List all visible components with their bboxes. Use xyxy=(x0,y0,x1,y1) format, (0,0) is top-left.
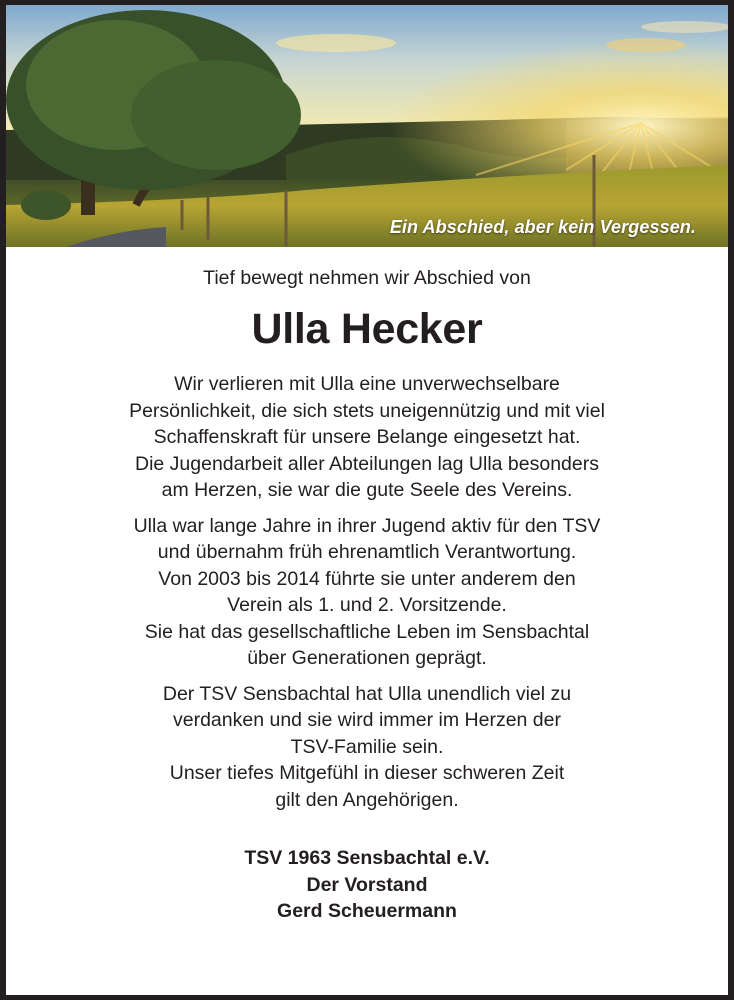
landscape-illustration xyxy=(6,5,728,247)
board-label: Der Vorstand xyxy=(306,873,428,896)
text-line: Der TSV Sensbachtal hat Ulla unendlich viel zu xyxy=(162,682,572,705)
text-line: Wir verlieren mit Ulla eine unverwechselbare xyxy=(174,373,560,395)
text-line: Sie hat das gesellschaftliche Leben im Sensbachtal xyxy=(144,620,590,643)
header-photo xyxy=(6,5,728,247)
text-line: am Herzen, sie war die gute Seele des Vereins. xyxy=(161,479,573,501)
photo-caption: Ein Abschied, aber kein Vergessen. xyxy=(389,217,696,237)
text-line: TSV-Familie sein. xyxy=(290,735,444,758)
paragraph-2 xyxy=(6,513,728,672)
text-line: Die Jugendarbeit aller Abteilungen lag Ulla besonders xyxy=(135,452,599,475)
text-line: und übernahm früh ehrenamtlich Verantwortung. xyxy=(157,541,577,563)
signatory-name: Gerd Scheuermann xyxy=(277,900,457,922)
paragraph-3 xyxy=(6,681,728,814)
text-line: Unser tiefes Mitgefühl in dieser schweren Zeit xyxy=(169,762,565,784)
text-line: Verein als 1. und 2. Vorsitzende. xyxy=(227,594,507,616)
organization-name: TSV 1963 Sensbachtal e.V. xyxy=(244,847,490,869)
deceased-name: Ulla Hecker xyxy=(251,305,483,353)
text-line: Persönlichkeit, die sich stets uneigennützig und mit viel xyxy=(129,399,605,422)
text-line: verdanken und sie wird immer im Herzen der xyxy=(173,709,561,731)
obituary-notice xyxy=(6,5,728,995)
notice-body xyxy=(6,265,728,925)
text-line: Von 2003 bis 2014 führte sie unter anderem den xyxy=(158,567,576,590)
text-line: gilt den Angehörigen. xyxy=(275,788,459,811)
intro-text: Tief bewegt nehmen wir Abschied von xyxy=(203,267,531,289)
text-line: Ulla war lange Jahre in ihrer Jugend aktiv für den TSV xyxy=(133,514,601,537)
signature-block xyxy=(6,845,728,925)
text-line: Schaffenskraft für unsere Belange eingesetzt hat. xyxy=(153,426,581,448)
text-line: über Generationen geprägt. xyxy=(247,647,487,669)
paragraph-1 xyxy=(6,371,728,504)
